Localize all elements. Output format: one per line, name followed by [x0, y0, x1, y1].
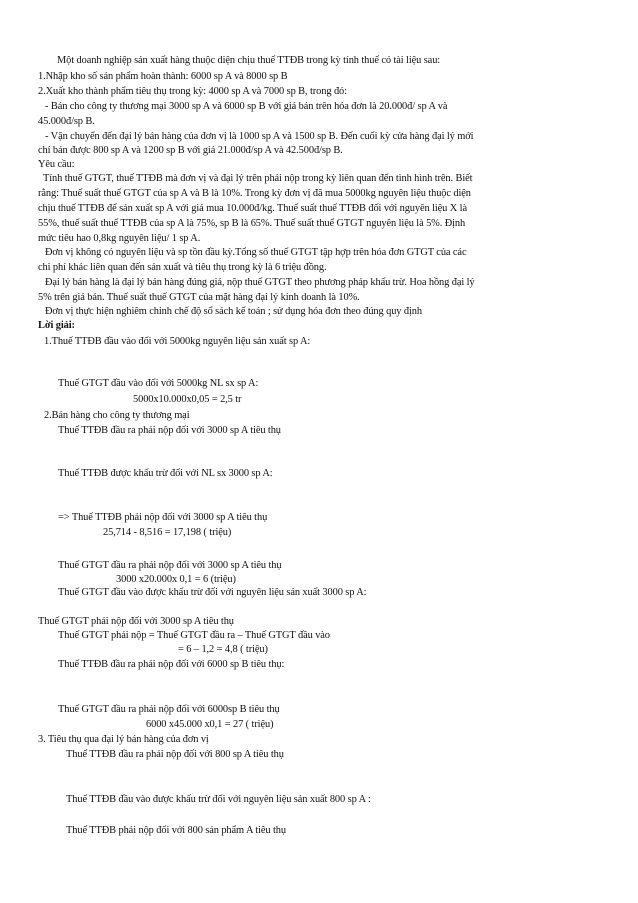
requirement-line: Đơn vị không có nguyên liệu và sp tồn đầu kỳ.Tổng số thuế GTGT tập hợp trên hóa đơn GTGT của các — [45, 247, 467, 258]
solution-line: Thuế GTGT đầu vào đối với 5000kg NL sx sp A: — [58, 378, 259, 389]
intro-line: Một doanh nghiệp sản xuất hàng thuộc diện chịu thuế TTĐB trong kỳ tính thuế có tài liệu sau: — [57, 55, 441, 66]
requirement-line: 55%, thuế suất thuế TTĐB của sp A là 75%, sp B là 65%. Thuế suất thuế GTGT nguyên liệu là 5%. Định — [38, 218, 466, 229]
requirement-line: chi phí khác liên quan đến sản xuất và tiêu thụ trong kỳ là 6 triệu đồng. — [38, 262, 327, 273]
solution-line: => Thuế TTĐB phải nộp đối với 3000 sp A tiêu thụ — [58, 512, 268, 523]
requirement-line: Đại lý bán hàng là đại lý bán hàng đúng giá, nộp thuế GTGT theo phương pháp khấu trừ. Hoa hồng đại lý — [45, 277, 475, 288]
requirements-heading: Yêu cầu: — [38, 159, 75, 170]
intro-line: chỉ bán được 800 sp A và 1200 sp B với giá 21.000đ/sp A và 42.500đ/sp B. — [38, 145, 343, 156]
solution-heading: Lời giải: — [38, 320, 75, 331]
solution-line: Thuế TTĐB đầu ra phải nộp đối với 3000 sp A tiêu thụ — [58, 425, 281, 436]
intro-line: - Vận chuyển đến đại lý bán hàng của đơn vị là 1000 sp A và 1500 sp B. Đến cuối kỳ cửa hàng đại lý mới — [45, 131, 474, 142]
solution-line: 25,714 - 8,516 = 17,198 ( triệu) — [103, 527, 232, 538]
intro-line: - Bán cho công ty thương mại 3000 sp A và 6000 sp B với giá bán trên hóa đơn là 20.000đ/ sp A và — [45, 101, 448, 112]
solution-line: Thuế GTGT đầu ra phải nộp đối với 3000 sp A tiêu thụ — [58, 560, 282, 571]
requirement-line: Đơn vị thực hiện nghiêm chỉnh chế độ sổ sách kế toán ; sử dụng hóa đơn theo đúng quy định — [45, 306, 422, 317]
requirement-line: mức tiêu hao 0,8kg nguyên liệu/ 1 sp A. — [38, 233, 201, 244]
solution-line: 3000 x20.000x 0,1 = 6 (triệu) — [116, 574, 236, 585]
intro-line: 2.Xuất kho thành phẩm tiêu thụ trong kỳ: 4000 sp A và 7000 sp B, trong đó: — [38, 86, 347, 97]
solution-line: Thuế GTGT phải nộp = Thuế GTGT đầu ra – Thuế GTGT đầu vào — [58, 630, 330, 641]
requirement-line: 5% trên giá bán. Thuế suất thuế GTGT của mặt hàng đại lý kinh doanh là 10%. — [38, 292, 360, 303]
solution-line: = 6 – 1,2 = 4,8 ( triệu) — [178, 644, 268, 655]
solution-line: Thuế TTĐB đầu vào được khấu trừ đối với nguyên liệu sản xuất 800 sp A : — [66, 794, 371, 805]
solution-line: 2.Bán hàng cho công ty thương mại — [44, 410, 190, 421]
solution-line: Thuế GTGT đầu ra phải nộp đối với 6000sp B tiêu thụ — [58, 704, 280, 715]
intro-line: 1.Nhập kho số sản phẩm hoàn thành: 6000 sp A và 8000 sp B — [38, 71, 288, 82]
solution-line: Thuế GTGT đầu vào được khấu trừ đối với nguyên liệu sản xuất 3000 sp A: — [58, 587, 367, 598]
solution-line: Thuế TTĐB phải nộp đối với 800 sản phẩm A tiêu thụ — [66, 825, 286, 836]
solution-line: Thuế TTĐB đầu ra phải nộp đối với 6000 sp B tiêu thụ: — [58, 659, 285, 670]
solution-line: 6000 x45.000 x0,1 = 27 ( triệu) — [146, 719, 274, 730]
solution-line: 5000x10.000x0,05 = 2,5 tr — [133, 394, 242, 405]
solution-line: 1.Thuế TTĐB đầu vào đối với 5000kg nguyên liệu sản xuất sp A: — [44, 336, 311, 347]
solution-line: 3. Tiêu thụ qua đại lý bán hàng của đơn vị — [38, 734, 209, 745]
solution-line: Thuế TTĐB được khấu trừ đối với NL sx 3000 sp A: — [58, 468, 273, 479]
solution-line: Thuế GTGT phải nộp đối với 3000 sp A tiêu thụ — [38, 616, 234, 627]
intro-line: 45.000đ/sp B. — [38, 116, 95, 127]
requirement-line: rằng: Thuế suất thuế GTGT của sp A và B là 10%. Trong kỳ đơn vị đã mua 5000kg nguyên liệu thuộc diện — [38, 188, 471, 199]
requirement-line: chịu thuế TTĐB để sản xuất sp A với giá mua 10.000đ/kg. Thuế suất thuế TTĐB đối với nguyên liệu X là — [38, 203, 467, 214]
solution-line: Thuế TTĐB đầu ra phải nộp đối với 800 sp A tiêu thụ — [66, 749, 284, 760]
requirement-line: Tính thuế GTGT, thuế TTĐB mà đơn vị và đại lý trên phải nộp trong kỳ liên quan đến tình hình trên. Biết — [43, 173, 473, 184]
